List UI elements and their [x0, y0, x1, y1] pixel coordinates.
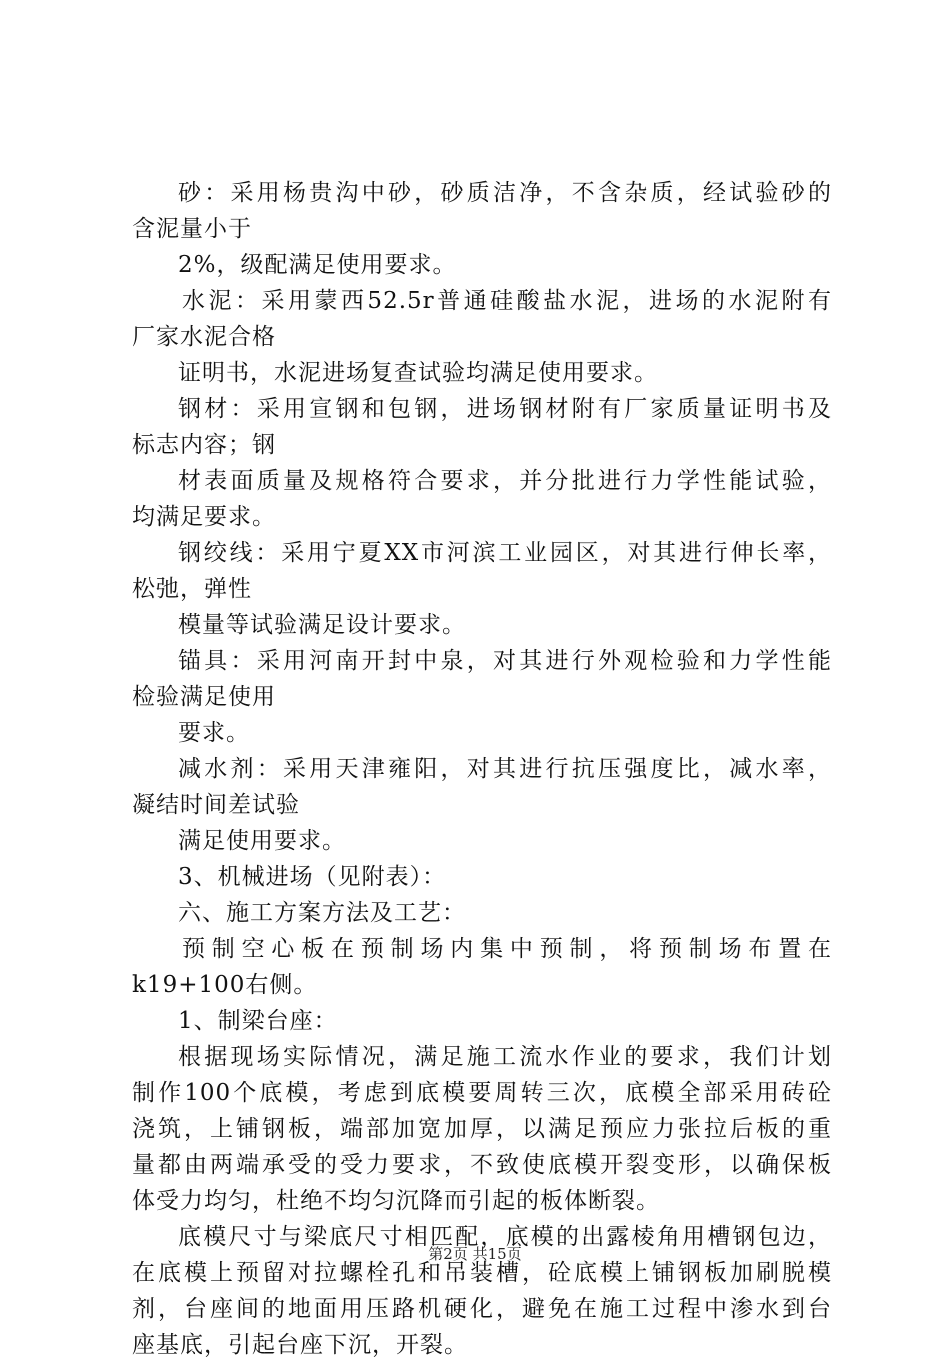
text-line: 含泥量小于: [132, 216, 252, 242]
text-line: k19+100右侧。: [132, 972, 318, 998]
text-line: 水泥：采用蒙西52.5r普通硅酸盐水泥，进场的水泥附有: [182, 288, 832, 314]
text-line: 浇筑，上铺钢板，端部加宽加厚，以满足预应力张拉后板的重: [132, 1116, 832, 1142]
text-line: 钢材：采用宣钢和包钢，进场钢材附有厂家质量证明书及: [178, 396, 832, 422]
text-line: 砂：采用杨贵沟中砂，砂质洁净，不含杂质，经试验砂的: [178, 180, 832, 206]
text-line: 凝结时间差试验: [132, 792, 300, 818]
page-footer: 第2页 共15页: [428, 1245, 522, 1263]
text-line: 满足使用要求。: [178, 828, 346, 854]
section-heading: 3、机械进场（见附表）：: [178, 864, 447, 890]
text-line: 剂，台座间的地面用压路机硬化，避免在施工过程中渗水到台: [132, 1296, 832, 1322]
text-line: 减水剂：采用天津雍阳，对其进行抗压强度比，减水率，: [178, 756, 832, 782]
text-line: 检验满足使用: [132, 684, 276, 710]
text-line: 预制空心板在预制场内集中预制，将预制场布置在: [182, 936, 832, 962]
text-line: 证明书，水泥进场复查试验均满足使用要求。: [178, 360, 658, 386]
text-line: 体受力均匀，杜绝不均匀沉降而引起的板体断裂。: [132, 1188, 660, 1214]
text-line: 在底模上预留对拉螺栓孔和吊装槽，砼底模上铺钢板加刷脱模: [132, 1260, 832, 1286]
section-heading: 六、施工方案方法及工艺：: [178, 900, 466, 926]
text-line: 根据现场实际情况，满足施工流水作业的要求，我们计划: [178, 1044, 832, 1070]
body-text: [132, 175, 832, 1363]
text-line: 厂家水泥合格: [132, 324, 276, 350]
text-line: 2%，级配满足使用要求。: [178, 252, 457, 278]
text-line: 底模尺寸与梁底尺寸相匹配，底模的出露棱角用槽钢包边，: [178, 1224, 832, 1250]
text-line: 松弛，弹性: [132, 576, 252, 602]
text-line: 座基底，引起台座下沉，开裂。: [132, 1332, 468, 1358]
text-line: 材表面质量及规格符合要求，并分批进行力学性能试验，: [178, 468, 832, 494]
section-heading: 1、制梁台座：: [178, 1008, 338, 1034]
text-line: 均满足要求。: [132, 504, 276, 530]
text-line: 模量等试验满足设计要求。: [178, 612, 466, 638]
text-line: 标志内容；钢: [132, 432, 276, 458]
text-line: 钢绞线：采用宁夏XX市河滨工业园区，对其进行伸长率，: [178, 540, 832, 566]
text-line: 制作100个底模，考虑到底模要周转三次，底模全部采用砖砼: [132, 1080, 832, 1106]
text-line: 要求。: [178, 720, 250, 746]
text-line: 量都由两端承受的受力要求，不致使底模开裂变形，以确保板: [132, 1152, 832, 1178]
text-line: 锚具：采用河南开封中泉，对其进行外观检验和力学性能: [178, 648, 832, 674]
